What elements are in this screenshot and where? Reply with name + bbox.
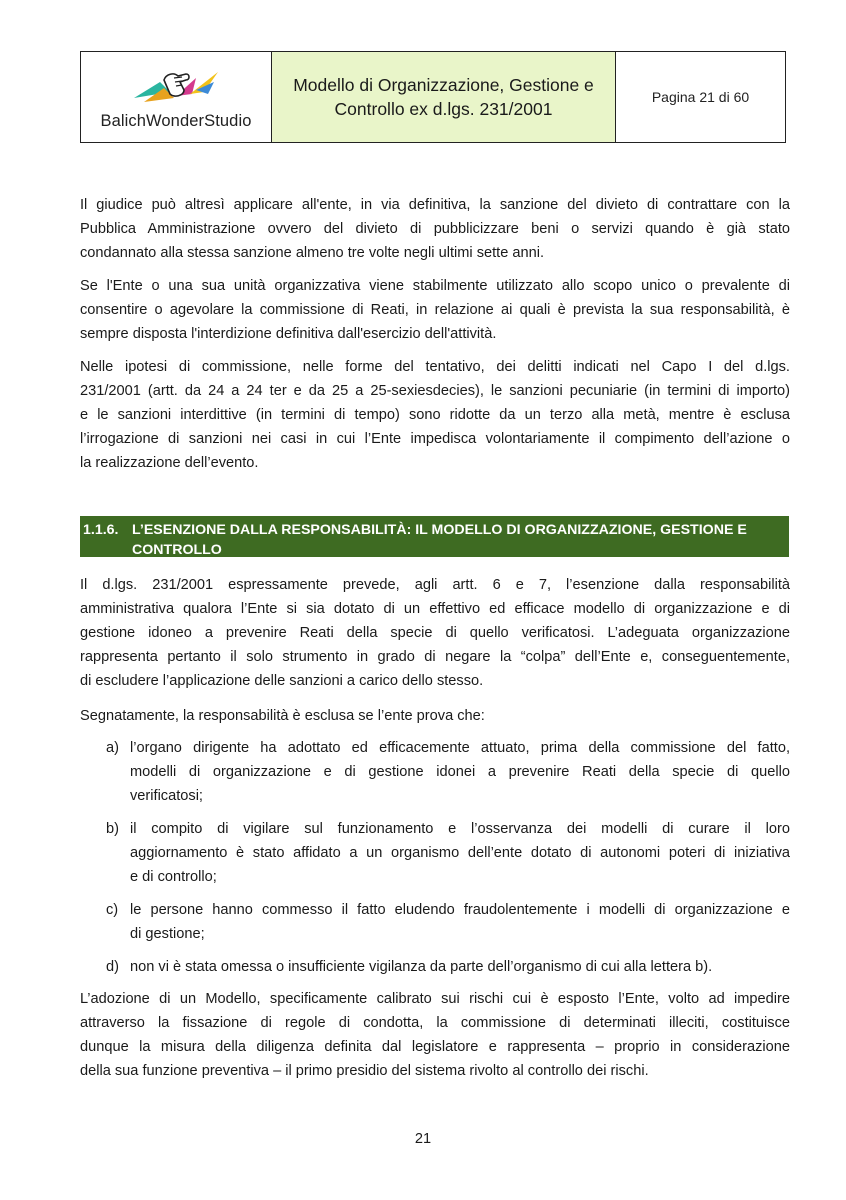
section-title-line2: CONTROLLO (132, 542, 222, 558)
section-title-line1: L’ESENZIONE DALLA RESPONSABILITÀ: IL MODELLO DI ORGANIZZAZIONE, GESTIONE E (132, 522, 747, 538)
text-line: L’adozione di un Modello, specificamente calibrato sui rischi cui è esposto l’Ente, volto ad impedire (80, 991, 790, 1007)
text-line: Il giudice può altresì applicare all'ente, in via definitiva, la sanzione del divieto di contrattare con la (80, 197, 790, 213)
footer-page-number: 21 (414, 1131, 432, 1147)
text-line: gestione idoneo a prevenire Reati della specie di quello verificatosi. L’adeguata organizzazione (80, 625, 790, 641)
paragraph-model-adoption (80, 987, 790, 1083)
text-line: Segnatamente, la responsabilità è esclusa se l’ente prova che: (80, 708, 485, 724)
paragraph-exemption (80, 573, 790, 693)
paragraph-organizational-unit (80, 274, 790, 346)
page-indicator: Pagina 21 di 60 (651, 89, 750, 105)
document-title-line2: Controllo ex d.lgs. 231/2001 (334, 99, 553, 119)
text-line: modelli di organizzazione e di gestione idonei a prevenire Reati della specie di quello (130, 764, 790, 780)
text-line: il compito di vigilare sul funzionamento e l’osservanza dei modelli di curare il loro (130, 821, 790, 837)
text-line: e le sanzioni interdittive (in termini di tempo) sono ridotte da un terzo alla metà, mentre è esclusa (80, 407, 790, 423)
document-title-line1: Modello di Organizzazione, Gestione e (293, 75, 594, 95)
text-line: non vi è stata omessa o insufficiente vigilanza da parte dell’organismo di cui alla lettera b). (130, 959, 713, 975)
text-line: Nelle ipotesi di commissione, nelle forme del tentativo, dei delitti indicati nel Capo I del d.lgs. (80, 359, 790, 375)
text-line: l’organo dirigente ha adottato ed efficacemente attuato, prima della commissione del fatto, (130, 740, 790, 756)
text-line: condannato alla stessa sanzione almeno tre volte negli ultimi sette anni. (80, 245, 545, 261)
text-line: sempre disposta l'interdizione definitiva dall'esercizio dell'attività. (80, 326, 497, 342)
text-line: consentire o agevolare la commissione di Reati, in relazione ai quali è prevista la sua responsabilità, è (80, 302, 790, 318)
text-line: 231/2001 (artt. da 24 a 24 ter e da 25 a 25-sexiesdecies), le sanzioni pecuniarie (in termini di importo) (80, 383, 790, 399)
text-line: amministrativa qualora l’Ente si sia dotato di un effettivo ed efficace modello di organizzazione e di (80, 601, 790, 617)
text-line: della sua funzione preventiva – il primo presidio del sistema rivolto al controllo dei rischi. (80, 1063, 649, 1079)
section-title (132, 520, 782, 560)
section-heading (80, 516, 789, 557)
section-number: 1.1.6. (83, 522, 119, 538)
document-header (80, 51, 786, 143)
paragraph-list-intro (80, 704, 790, 728)
text-line: rappresenta pertanto il solo strumento in grado di negare la “colpa” dell’Ente e, conseguentemente, (80, 649, 790, 665)
text-line: aggiornamento è stato affidato a un organismo dell’ente dotato di autonomi poteri di iniziativa (130, 845, 790, 861)
text-line: le persone hanno commesso il fatto eludendo fraudolentemente i modelli di organizzazione e (130, 902, 790, 918)
company-logo (81, 52, 272, 142)
text-line: l’irrogazione di sanzioni nei casi in cui l’Ente impedisca volontariamente il compimento dell’azione o (80, 431, 790, 447)
list-marker: d) (106, 959, 119, 975)
text-line: Il d.lgs. 231/2001 espressamente prevede, agli artt. 6 e 7, l’esenzione dalla responsabilità (80, 577, 790, 593)
text-line: attraverso la fissazione di regole di condotta, la commissione di determinati illeciti, costituisce (80, 1015, 790, 1031)
list-marker: b) (106, 821, 119, 837)
text-line: Se l'Ente o una sua unità organizzativa viene stabilmente utilizzato allo scopo unico o prevalente di (80, 278, 790, 294)
text-line: dunque la misura della diligenza definita dal legislatore e rappresenta – proprio in considerazione (80, 1039, 790, 1055)
document-title (272, 52, 616, 142)
text-line: verificatosi; (130, 788, 203, 804)
list-marker: a) (106, 740, 119, 756)
text-line: la realizzazione dell’evento. (80, 455, 259, 471)
logo-wordmark: BalichWonderStudio (100, 112, 252, 130)
paragraph-interdiction-definitive (80, 193, 790, 265)
text-line: di escludere l’applicazione delle sanzioni a carico dello stesso. (80, 673, 484, 689)
paragraph-attempted-crimes (80, 355, 790, 475)
text-line: di gestione; (130, 926, 205, 942)
hand-rainbow-logo-icon (130, 68, 222, 108)
text-line: e di controllo; (130, 869, 217, 885)
list-marker: c) (106, 902, 119, 918)
text-line: Pubblica Amministrazione ovvero del divieto di pubblicizzare beni o servizi quando è già stato (80, 221, 790, 237)
